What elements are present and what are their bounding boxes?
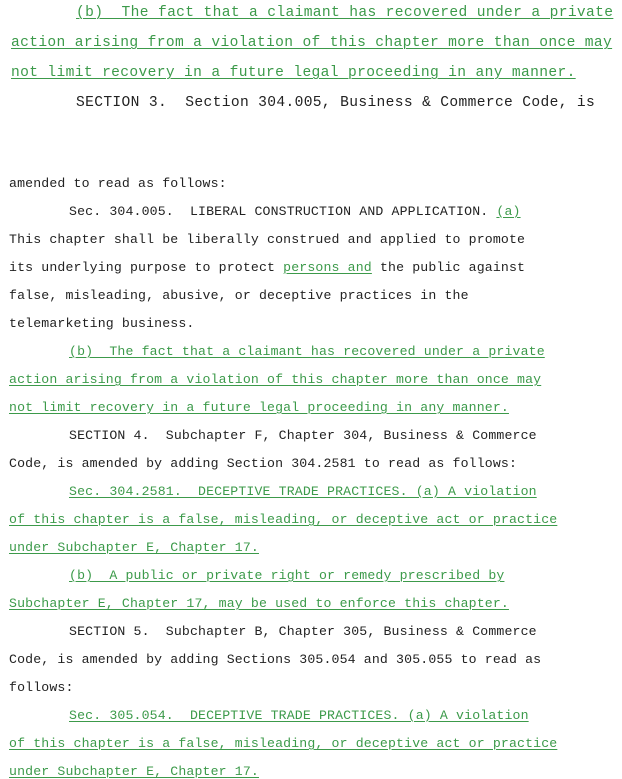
plain-text: SECTION 5. Subchapter B, Chapter 305, Business & Commerce (69, 624, 537, 639)
plain-text: Code, is amended by adding Section 304.2581 to read as follows: (9, 456, 518, 471)
inserted-text: under Subchapter E, Chapter 17. (9, 540, 259, 555)
inserted-text: action arising from a violation of this chapter more than once may (9, 372, 542, 387)
text-line (76, 6, 613, 21)
inserted-text: (b) A public or private right or remedy prescribed by (69, 568, 505, 583)
inserted-text: under Subchapter E, Chapter 17. (9, 764, 259, 779)
inserted-text: of this chapter is a false, misleading, or deceptive act or practice (9, 736, 558, 751)
text-line (9, 177, 227, 190)
inserted-text: (b) The fact that a claimant has recovered under a private (76, 5, 614, 21)
plain-text: SECTION 3. Section 304.005, Business & Commerce Code, is (76, 95, 596, 111)
inserted-text: not limit recovery in a future legal proceeding in any manner. (11, 65, 576, 81)
inserted-text: (b) The fact that a claimant has recovered under a private (69, 344, 545, 359)
section-heading-line (69, 625, 537, 638)
text-line (69, 569, 504, 582)
plain-text: SECTION 4. Subchapter F, Chapter 304, Business & Commerce (69, 428, 537, 443)
text-line (9, 457, 517, 470)
inserted-text: Subchapter E, Chapter 17, may be used to enforce this chapter. (9, 596, 509, 611)
plain-text: its underlying purpose to protect (9, 260, 284, 275)
text-line (9, 541, 259, 554)
inserted-text: persons and (283, 260, 372, 275)
section-title-line (69, 485, 537, 498)
inserted-text: not limit recovery in a future legal proceeding in any manner. (9, 400, 509, 415)
text-line (9, 261, 525, 274)
inserted-text: action arising from a violation of this chapter more than once may (11, 35, 613, 51)
plain-text: amended to read as follows: (9, 176, 227, 191)
text-line (9, 317, 194, 330)
inserted-text: of this chapter is a false, misleading, or deceptive act or practice (9, 512, 558, 527)
text-line (11, 36, 612, 51)
section-title-line (69, 205, 521, 218)
plain-text: This chapter shall be liberally construed and applied to promote (9, 232, 526, 247)
section-heading-line (69, 429, 537, 442)
text-line (9, 737, 557, 750)
text-line (9, 373, 541, 386)
text-line (9, 289, 469, 302)
text-line (9, 653, 541, 666)
text-line (69, 345, 545, 358)
inserted-text: (a) (496, 204, 521, 219)
section-title-line (69, 709, 529, 722)
plain-text: Sec. 304.005. LIBERAL CONSTRUCTION AND APPLICATION. (69, 204, 497, 219)
inserted-text: Sec. 304.2581. DECEPTIVE TRADE PRACTICES. (a) A violation (69, 484, 537, 499)
plain-text: telemarketing business. (9, 316, 195, 331)
text-line (9, 597, 509, 610)
inserted-text: Sec. 305.054. DECEPTIVE TRADE PRACTICES. (a) A violation (69, 708, 529, 723)
text-line (9, 513, 557, 526)
plain-text: the public against (371, 260, 526, 275)
section-heading-line (76, 96, 595, 111)
text-line (9, 765, 259, 778)
plain-text: Code, is amended by adding Sections 305.054 and 305.055 to read as (9, 652, 542, 667)
text-line (11, 66, 576, 81)
text-line (9, 233, 525, 246)
text-line (9, 401, 509, 414)
plain-text: false, misleading, abusive, or deceptive practices in the (9, 288, 469, 303)
text-line (9, 681, 74, 694)
plain-text: follows: (9, 680, 74, 695)
